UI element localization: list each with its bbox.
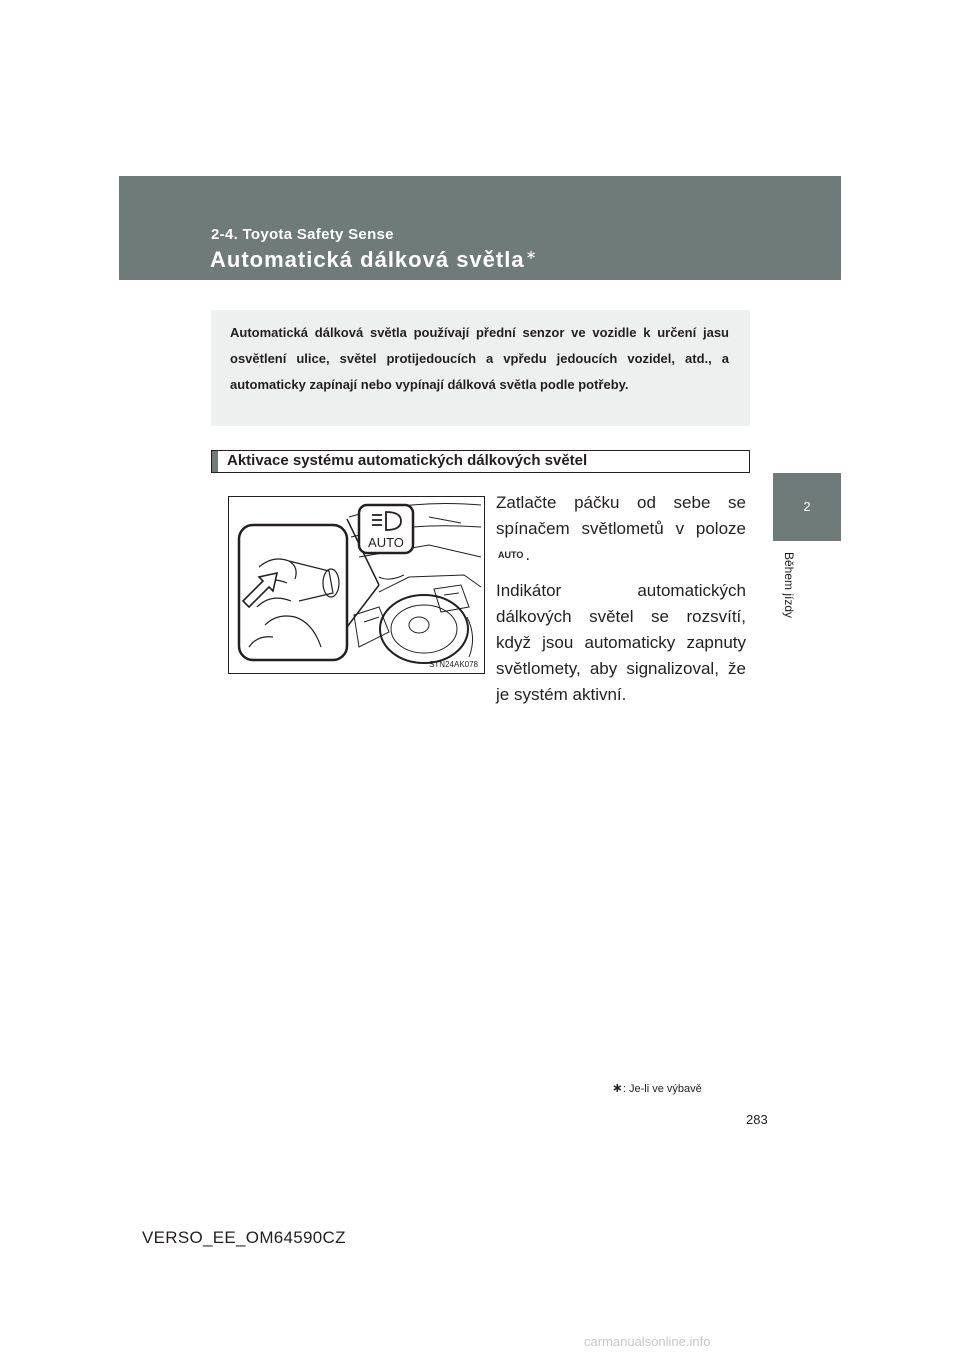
chapter-number: 2 (803, 499, 811, 514)
auto-symbol-icon: AUTO (498, 550, 524, 561)
page-number: 283 (746, 1112, 768, 1127)
asterisk-icon: ∗ (525, 247, 538, 262)
chapter-name: Během jízdy (782, 552, 796, 619)
page-title (210, 247, 537, 273)
headlight-lever-illustration (228, 496, 485, 674)
document-code: VERSO_EE_OM64590CZ (142, 1228, 346, 1247)
illustration-drawing (229, 497, 484, 673)
subheading-bar (212, 451, 218, 472)
watermark: carmanualsonline.info (584, 1334, 711, 1349)
instruction-text-1: Zatlačte páčku od sebe se spínačem světlometů v poloze (496, 493, 746, 538)
instruction-paragraph-2: Indikátor automatických dálkových světel se rozsvítí, když jsou automaticky zapnuty světlomety, aby signalizoval, že je systém aktivní. (496, 581, 746, 704)
instruction-paragraph-1 (496, 490, 746, 568)
subheading-text: Aktivace systému automatických dálkových světel (227, 452, 588, 469)
intro-text: Automatická dálková světla používají přední senzor ve vozidle k určení jasu osvětlení ulice, světel protijedoucích a vpředu jedoucích vozidel, atd., a automaticky zapínají nebo vypínají dálková světla podle potřeby. (230, 325, 729, 392)
auto-switch-callout (359, 505, 413, 553)
footnote-text: : Je-li ve výbavě (622, 1083, 702, 1095)
asterisk-icon: ∗ (612, 1080, 623, 1095)
footnote (612, 1080, 702, 1096)
page-title-text: Automatická dálková světla (210, 247, 525, 272)
auto-switch-label: AUTO (368, 535, 404, 550)
intro-box (211, 310, 750, 426)
instruction-period: . (525, 545, 531, 564)
instruction-column (496, 490, 746, 718)
chapter-tab (773, 473, 841, 541)
figure-code: STN24AK078 (429, 660, 478, 669)
subheading (211, 450, 750, 473)
section-label: 2-4. Toyota Safety Sense (211, 226, 394, 243)
